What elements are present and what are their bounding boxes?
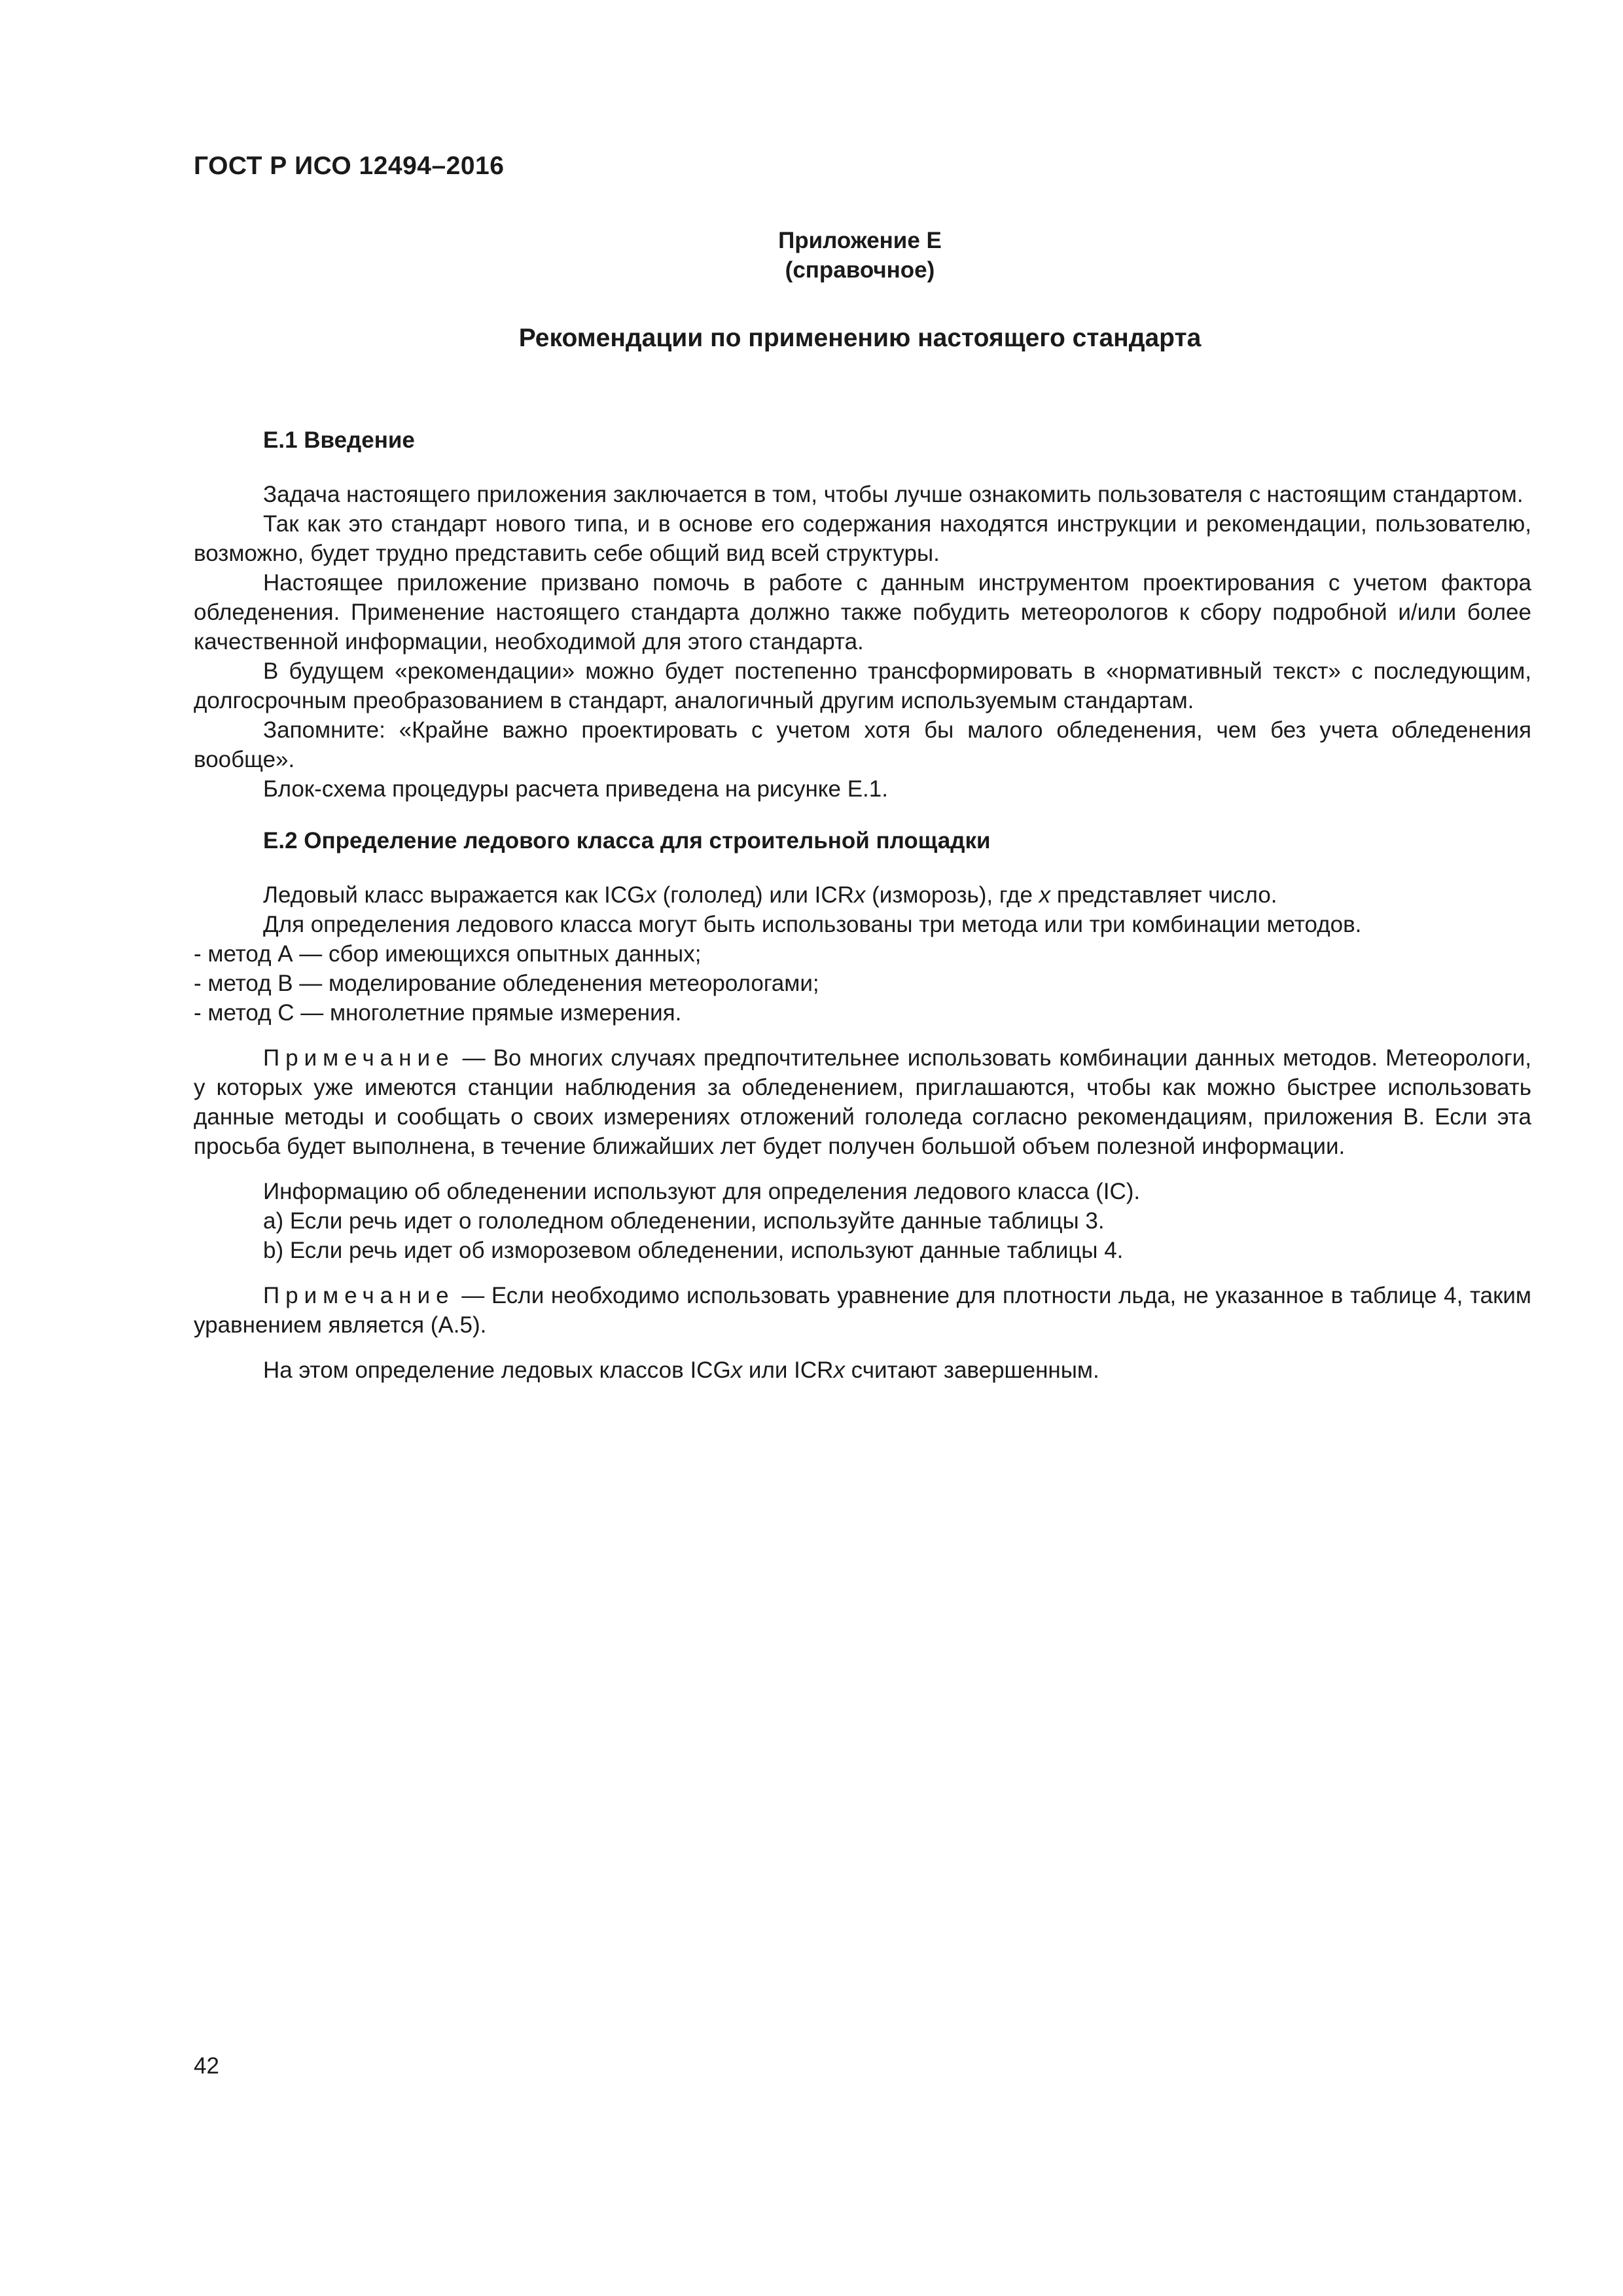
method-item: - метод А — сбор имеющихся опытных данных; [194, 941, 702, 967]
text-fragment: Ледовый класс выражается как ICG [263, 882, 645, 908]
page-number: 42 [194, 2053, 219, 2079]
text-fragment: представляет число. [1050, 882, 1277, 908]
note [194, 1281, 1531, 1340]
paragraph: Для определения ледового класса могут быть использованы три метода или три комбинации методов. [263, 912, 1362, 937]
variable-x: x [853, 882, 866, 908]
method-item: - метод В — моделирование обледенения метеорологами; [194, 971, 819, 996]
appendix-heading [0, 226, 1623, 285]
text-fragment: (гололед) или ICR [656, 882, 854, 908]
ice-class-definition [194, 880, 1531, 910]
paragraph: Информацию об обледенении используют для определения ледового класса (IC). [263, 1179, 1141, 1204]
variable-x: x [1039, 882, 1051, 908]
paragraph: Блок-схема процедуры расчета приведена на рисунке Е.1. [263, 776, 888, 802]
document-code: ГОСТ Р ИСО 12494–2016 [194, 152, 505, 180]
variable-x: x [730, 1357, 743, 1383]
text-fragment: считают завершенным. [844, 1357, 1099, 1383]
text-fragment: или ICR [742, 1357, 834, 1383]
paragraph [194, 1355, 1531, 1385]
note-label: Примечание [263, 1045, 455, 1071]
note [194, 1043, 1531, 1161]
method-item: - метод С — многолетние прямые измерения. [194, 1000, 682, 1026]
section-heading: Е.1 Введение [263, 427, 415, 453]
text-fragment: (изморозь), где [865, 882, 1039, 908]
paragraph: Задача настоящего приложения заключается в том, чтобы лучше ознакомить пользователя с настоящим стандартом. [263, 482, 1524, 507]
appendix-type: (справочное) [785, 257, 935, 283]
note-text: — Во многих случаях предпочтительнее использовать комбинации данных методов. Метеорологи, у которых уже имеются станции наблюдения за обледенением, приглашаются, чтобы как можно быстрее использовать данные методы и сообщать о своих измерениях отложений гололеда согласно рекомендациям, приложения В. Если эта просьба будет выполнена, в течение ближайших лет будет получен большой объем полезной информации. [194, 1045, 1531, 1159]
paragraph: Запомните: «Крайне важно проектировать с учетом хотя бы малого обледенения, чем без учета обледенения вообще». [194, 717, 1531, 772]
note-label: Примечание [263, 1283, 455, 1308]
appendix-title: Рекомендации по применению настоящего стандарта [518, 324, 1202, 352]
variable-x: x [833, 1357, 845, 1383]
section-heading: Е.2 Определение ледового класса для строительной площадки [263, 828, 991, 853]
variable-x: x [645, 882, 656, 908]
document-body [194, 425, 1531, 1385]
paragraph: Настоящее приложение призвано помочь в работе с данным инструментом проектирования с учетом фактора обледенения. Применение настоящего стандарта должно также побудить метеорологов к сбору подробной и/или более качественной информации, необходимой для этого стандарта. [194, 570, 1531, 655]
list-item: b) Если речь идет об изморозевом обледенении, используют данные таблицы 4. [263, 1238, 1124, 1263]
appendix-label: Приложение Е [778, 228, 942, 253]
list-item: a) Если речь идет о гололедном обледенении, используйте данные таблицы 3. [263, 1208, 1105, 1234]
paragraph: В будущем «рекомендации» можно будет постепенно трансформировать в «нормативный текст» с последующим, долгосрочным преобразованием в стандарт, аналогичный другим используемым стандартам. [194, 658, 1531, 713]
note-text: — Если необходимо использовать уравнение для плотности льда, не указанное в таблице 4, таким уравнением является (А.5). [194, 1283, 1531, 1338]
paragraph: Так как это стандарт нового типа, и в основе его содержания находятся инструкции и рекомендации, пользователю, возможно, будет трудно представить себе общий вид всей структуры. [194, 511, 1531, 566]
text-fragment: На этом определение ледовых классов ICG [263, 1357, 731, 1383]
